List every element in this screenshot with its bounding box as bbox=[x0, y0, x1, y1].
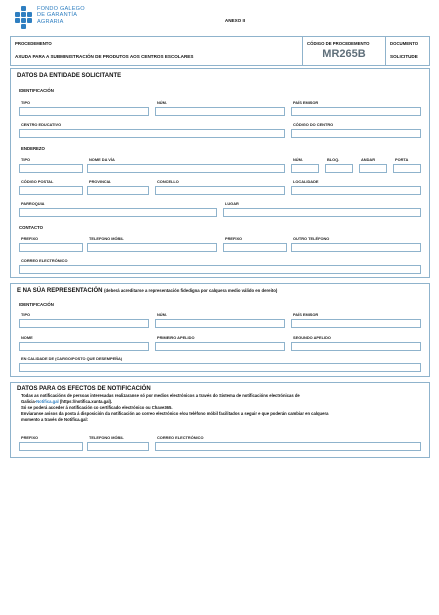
locality-field[interactable] bbox=[291, 186, 421, 195]
procedure-header bbox=[10, 36, 430, 66]
school-code-field[interactable] bbox=[291, 129, 421, 138]
document-label: DOCUMENTO bbox=[390, 41, 419, 46]
rep-surname-1-label: PRIMEIRO APELIDO bbox=[157, 335, 195, 340]
notification-line-1: Todas as notificacións de persoas interesadas realizaranse só por medios electrónicos a través do Sistema de notificacións electrónicas de bbox=[21, 393, 300, 398]
door-field[interactable] bbox=[393, 164, 421, 173]
notif-prefix-field[interactable] bbox=[19, 442, 83, 451]
street-name-field[interactable] bbox=[87, 164, 285, 173]
postal-code-field[interactable] bbox=[19, 186, 83, 195]
rep-country-label: PAÍS EMISOR bbox=[293, 312, 319, 317]
procedure-label: PROCEDEMENTO bbox=[15, 41, 52, 46]
notification-line-3: Só se poderá acceder á notificación co certificado electrónico ou Chave365. bbox=[21, 405, 173, 410]
notification-section bbox=[10, 382, 430, 458]
applicant-title: DATOS DA ENTIDADE SOLICITANTE bbox=[17, 73, 122, 79]
email-field[interactable] bbox=[19, 265, 421, 274]
org-name: FONDO GALEGO DE GARANTÍA AGRARIA bbox=[37, 6, 85, 25]
procedure-value: AXUDA PARA A SUBMINISTRACIÓN DE PRODUTOS AOS CENTROS ESCOLARES bbox=[15, 54, 194, 59]
rep-name-field[interactable] bbox=[19, 342, 149, 351]
id-number-field[interactable] bbox=[155, 107, 285, 116]
rep-surname-1-field[interactable] bbox=[155, 342, 285, 351]
rep-id-number-label: NÚM. bbox=[157, 312, 167, 317]
block-field[interactable] bbox=[325, 164, 353, 173]
notification-title: DATOS PARA OS EFECTOS DE NOTIFICACIÓN bbox=[17, 386, 151, 392]
applicant-identification-heading: IDENTIFICACIÓN bbox=[19, 88, 54, 93]
contact-heading: CONTACTO bbox=[19, 225, 43, 230]
prefix-2-field[interactable] bbox=[223, 243, 287, 252]
street-number-label: NÚM. bbox=[293, 157, 303, 162]
procedure-cell bbox=[11, 37, 303, 65]
id-type-field[interactable] bbox=[19, 107, 149, 116]
other-phone-field[interactable] bbox=[291, 243, 421, 252]
place-field[interactable] bbox=[223, 208, 421, 217]
notif-mobile-label: TELEFONO MÓBIL bbox=[89, 435, 124, 440]
procedure-code: MR265B bbox=[322, 48, 366, 60]
email-label: CORREO ELECTRÓNICO bbox=[21, 258, 68, 263]
prefix-1-label: PREFIXO bbox=[21, 236, 39, 241]
mobile-label: TELEFONO MÓBIL bbox=[89, 236, 124, 241]
rep-surname-2-field[interactable] bbox=[291, 342, 421, 351]
issuing-country-field[interactable] bbox=[291, 107, 421, 116]
mobile-field[interactable] bbox=[87, 243, 217, 252]
representative-section bbox=[10, 283, 430, 377]
rep-name-label: NOME bbox=[21, 335, 33, 340]
floor-field[interactable] bbox=[359, 164, 387, 173]
parish-field[interactable] bbox=[19, 208, 217, 217]
council-label: CONCELLO bbox=[157, 179, 179, 184]
other-phone-label: OUTRO TELÉFONO bbox=[293, 236, 330, 241]
street-type-label: TIPO bbox=[21, 157, 31, 162]
locality-label: LOCALIDADE bbox=[293, 179, 319, 184]
notif-email-label: CORREO ELECTRÓNICO bbox=[157, 435, 204, 440]
postal-code-label: CÓDIGO POSTAL bbox=[21, 179, 54, 184]
street-number-field[interactable] bbox=[291, 164, 319, 173]
notif-prefix-label: PREFIXO bbox=[21, 435, 39, 440]
school-code-label: CÓDIGO DO CENTRO bbox=[293, 122, 334, 127]
notification-line-4: Enviaranse avisos da posta á disposición da notificación ao correo electrónico e/ou teléfono móbil facilitados a seguir e que poderán cambiar en calquera bbox=[21, 411, 329, 416]
rep-surname-2-label: SEGUNDO APELIDO bbox=[293, 335, 331, 340]
prefix-2-label: PREFIXO bbox=[225, 236, 243, 241]
procedure-code-label: CÓDIGO DE PROCEDEMENTO bbox=[307, 41, 370, 46]
rep-position-field[interactable] bbox=[19, 363, 421, 372]
floor-label: ANDAR bbox=[361, 157, 376, 162]
council-field[interactable] bbox=[155, 186, 285, 195]
representative-identification-heading: IDENTIFICACIÓN bbox=[19, 302, 54, 307]
place-label: LUGAR bbox=[225, 201, 239, 206]
block-label: BLOQ. bbox=[327, 157, 340, 162]
representative-note: (deberá acreditarse a representación fidedigna por calquera medio válido en dereito) bbox=[104, 288, 278, 293]
parish-label: PARROQUIA bbox=[21, 201, 45, 206]
id-type-label: TIPO bbox=[21, 100, 31, 105]
notification-info bbox=[21, 393, 425, 423]
org-logo bbox=[14, 6, 134, 30]
rep-id-type-label: TIPO bbox=[21, 312, 31, 317]
rep-id-type-field[interactable] bbox=[19, 319, 149, 328]
representative-title-text: E NA SÚA REPRESENTACIÓN bbox=[17, 288, 103, 294]
notification-line-5: momento a través de Notifica.gal: bbox=[21, 417, 89, 422]
document-cell bbox=[386, 37, 431, 65]
galicia-emblem-icon bbox=[14, 6, 34, 30]
rep-country-field[interactable] bbox=[291, 319, 421, 328]
representative-title bbox=[17, 288, 277, 294]
id-number-label: NÚM. bbox=[157, 100, 167, 105]
prefix-1-field[interactable] bbox=[19, 243, 83, 252]
rep-position-label: EN CALIDADE DE (CARGO/POSTO QUE DESEMPEÑA) bbox=[21, 356, 123, 361]
rep-id-number-field[interactable] bbox=[155, 319, 285, 328]
notif-email-field[interactable] bbox=[155, 442, 421, 451]
door-label: PORTA bbox=[395, 157, 409, 162]
issuing-country-label: PAÍS EMISOR bbox=[293, 100, 319, 105]
notif-mobile-field[interactable] bbox=[87, 442, 149, 451]
province-label: PROVINCIA bbox=[89, 179, 111, 184]
notification-line-2-pre: Galicia- bbox=[21, 399, 37, 404]
annex-title: ANEXO II bbox=[224, 18, 246, 23]
applicant-section bbox=[10, 68, 430, 278]
address-heading: ENDEREZO bbox=[21, 146, 45, 151]
notifica-link[interactable]: Notifica.gal bbox=[36, 399, 59, 404]
province-field[interactable] bbox=[87, 186, 149, 195]
document-value: SOLICITUDE bbox=[390, 54, 418, 59]
street-type-field[interactable] bbox=[19, 164, 83, 173]
procedure-code-cell bbox=[303, 37, 386, 65]
street-name-label: NOME DA VÍA bbox=[89, 157, 115, 162]
notification-line-2-post: (https://notifica.xunta.gal). bbox=[58, 399, 113, 404]
school-field[interactable] bbox=[19, 129, 285, 138]
school-label: CENTRO EDUCATIVO bbox=[21, 122, 62, 127]
